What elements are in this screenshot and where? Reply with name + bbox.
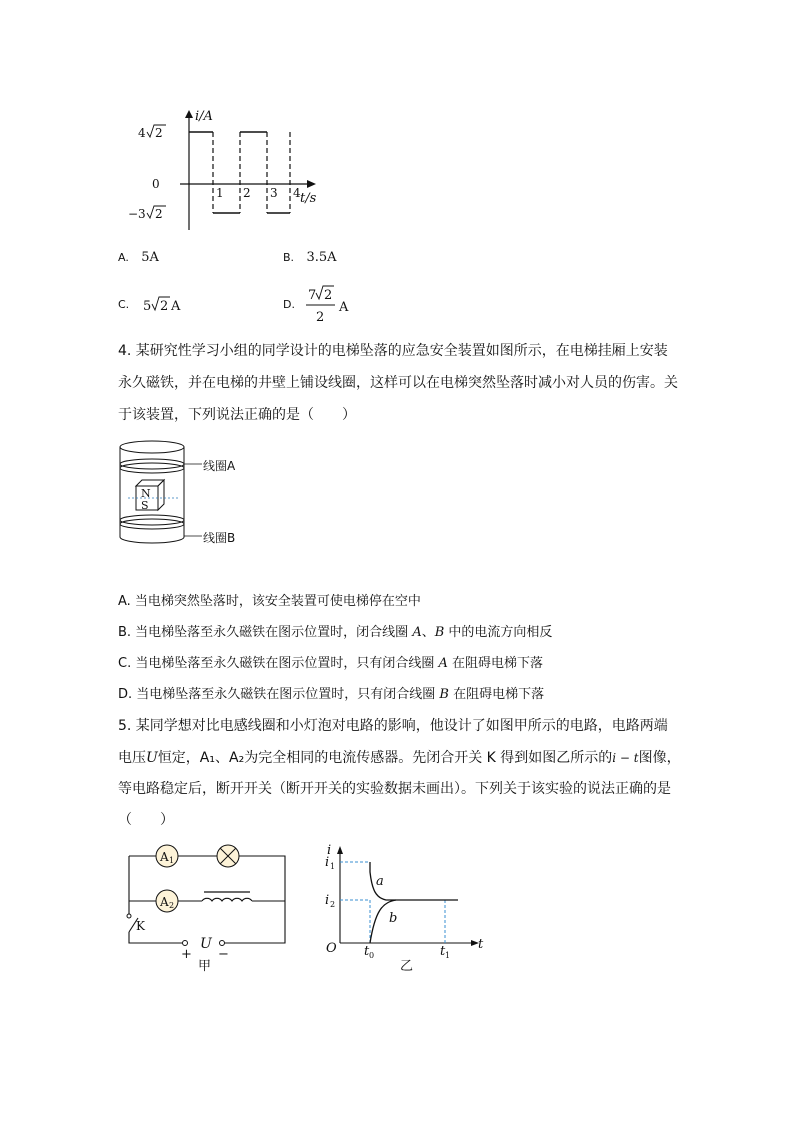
- q5-stem-line-1: 5. 某同学想对比电感线圈和小灯泡对电路的影响，他设计了如图甲所示的电路，电路两端: [118, 718, 668, 734]
- terminal-minus: [220, 941, 225, 946]
- option-letter: B.: [283, 251, 295, 264]
- svg-text:1: 1: [330, 862, 336, 871]
- var-a: A: [412, 625, 422, 640]
- svg-text:2: 2: [160, 299, 169, 314]
- figure-caption-yi: 乙: [400, 959, 414, 974]
- permanent-magnet: [128, 480, 178, 512]
- option-text: D. 当电梯坠落至永久磁铁在图示位置时，只有闭合线圈: [118, 687, 440, 702]
- svg-text:A: A: [339, 300, 349, 315]
- tick-1: 1: [216, 186, 224, 200]
- q4-stem-line-1: 4. 某研究性学习小组的同学设计的电梯坠落的应急安全装置如图所示，在电梯挂厢上安装: [118, 343, 668, 359]
- lamp-icon: [217, 845, 239, 867]
- transition-dashes: [213, 132, 290, 213]
- q3-option-c[interactable]: [118, 297, 129, 312]
- text: 电压: [118, 750, 146, 766]
- origin-label: O: [326, 941, 337, 956]
- q4-option-a[interactable]: A. 当电梯突然坠落时，该安全装置可使电梯停在空中: [118, 594, 421, 609]
- i-axis-arrow: [337, 846, 343, 854]
- x-axis-label: t/s: [300, 191, 317, 206]
- var-b: B: [434, 625, 445, 640]
- shaft-top: [120, 441, 184, 453]
- q4-elevator-figure: [118, 440, 278, 550]
- neg-peak-label: [128, 206, 166, 221]
- q3-option-b[interactable]: [283, 250, 337, 265]
- circuit-wires: [129, 856, 285, 943]
- svg-text:4: 4: [138, 126, 146, 140]
- option-letter: D.: [283, 298, 295, 311]
- svg-text:A: A: [171, 299, 181, 314]
- q4-option-b[interactable]: [118, 625, 678, 641]
- t-axis-label: t: [478, 937, 484, 952]
- svg-text:N: N: [141, 487, 151, 500]
- option-text: B. 当电梯坠落至永久磁铁在图示位置时，闭合线圈: [118, 625, 413, 640]
- tick-2: 2: [243, 186, 251, 200]
- q3-option-c-expression: [140, 294, 200, 316]
- var-a: A: [438, 656, 448, 671]
- svg-text:1: 1: [169, 856, 175, 865]
- q3-option-d-expression: [304, 284, 354, 328]
- option-text: C. 当电梯坠落至永久磁铁在图示位置时，只有闭合线圈: [118, 656, 439, 671]
- svg-text:A: A: [160, 850, 169, 864]
- inductor-coil-icon: [202, 892, 252, 901]
- tick-3: 3: [270, 186, 278, 200]
- q3-current-graph: [130, 108, 330, 238]
- coil-a: [120, 459, 184, 473]
- svg-text:A: A: [160, 895, 169, 909]
- coil-a-label: 线圈A: [203, 459, 236, 473]
- option-letter: A.: [118, 251, 129, 264]
- svg-text:2: 2: [316, 310, 325, 325]
- plus-label: +: [181, 947, 192, 962]
- coil-b-label: 线圈B: [203, 531, 236, 545]
- option-text: 3.5A: [306, 250, 337, 265]
- option-text: 在阻碍电梯下落: [447, 656, 544, 671]
- option-text: 、: [421, 625, 435, 640]
- t1-label: [440, 944, 450, 960]
- svg-text:7: 7: [308, 288, 317, 303]
- q4-option-d[interactable]: [118, 687, 678, 703]
- svg-text:2: 2: [324, 288, 333, 303]
- q5-circuit-jia: [122, 842, 292, 972]
- minus-label: −: [218, 947, 229, 962]
- var-u: U: [146, 750, 158, 766]
- i2-label: [325, 893, 335, 909]
- coil-b: [120, 515, 184, 529]
- q4-option-c[interactable]: [118, 656, 678, 672]
- switch-k-icon: [127, 914, 146, 933]
- curve-a-label: a: [376, 874, 384, 889]
- svg-text:i: i: [325, 893, 330, 908]
- svg-text:5: 5: [143, 299, 152, 314]
- x-axis-arrow: [307, 180, 316, 188]
- option-letter: C.: [118, 298, 130, 311]
- svg-text:t: t: [440, 944, 446, 959]
- svg-text:2: 2: [155, 126, 163, 140]
- y-axis-label: i/A: [195, 109, 213, 124]
- pos-peak-label: [138, 125, 166, 140]
- option-text: 5A: [141, 250, 159, 265]
- option-text: 中的电流方向相反: [444, 625, 553, 640]
- i-axis-label: i: [327, 843, 332, 858]
- svg-text:2: 2: [330, 900, 336, 909]
- curve-b-label: b: [389, 911, 398, 926]
- q4-stem-line-3: 于该装置，下列说法正确的是（ ）: [118, 407, 356, 423]
- svg-text:−3: −3: [128, 207, 146, 221]
- text: 图像，: [638, 750, 681, 766]
- text: 恒定，A₁、A₂为完全相同的电流传感器。先闭合开关 K 得到如图乙所示的: [157, 750, 613, 766]
- y-axis-arrow: [185, 110, 193, 118]
- svg-text:t: t: [364, 944, 370, 959]
- tick-4: 4: [293, 186, 301, 200]
- t0-label: [364, 944, 374, 960]
- svg-text:K: K: [136, 919, 145, 933]
- q5-stem-line-4: （ ）: [118, 812, 174, 828]
- svg-text:i: i: [325, 855, 330, 870]
- guide-dashes: [340, 862, 445, 943]
- svg-text:0: 0: [369, 951, 375, 960]
- svg-text:1: 1: [445, 951, 451, 960]
- svg-text:2: 2: [155, 207, 163, 221]
- var-b: B: [439, 687, 449, 702]
- q4-stem-line-2: 永久磁铁，并在电梯的井壁上铺设线圈，这样可以在电梯突然坠落时减小对人员的伤害。关: [118, 375, 678, 391]
- q3-option-d[interactable]: [283, 297, 295, 312]
- q3-option-a[interactable]: [118, 250, 159, 265]
- var-it: i − t: [612, 751, 639, 765]
- q5-stem-line-3: 等电路稳定后，断开开关（断开开关的实验数据未画出）。下列关于该实验的说法正确的是: [118, 781, 671, 797]
- origin-label: 0: [152, 177, 160, 191]
- voltage-label: U: [200, 936, 212, 952]
- terminal-plus: [183, 941, 188, 946]
- q5-stem-line-2: [118, 750, 681, 766]
- shaft-bottom: [120, 537, 184, 543]
- svg-text:2: 2: [169, 901, 175, 910]
- ammeter-a2: [156, 890, 178, 912]
- q5-current-graph-yi: [320, 842, 490, 972]
- option-text: 在阻碍电梯下落: [448, 687, 545, 702]
- svg-text:S: S: [141, 499, 149, 512]
- ammeter-a1: [156, 845, 178, 867]
- figure-caption-jia: 甲: [198, 959, 212, 974]
